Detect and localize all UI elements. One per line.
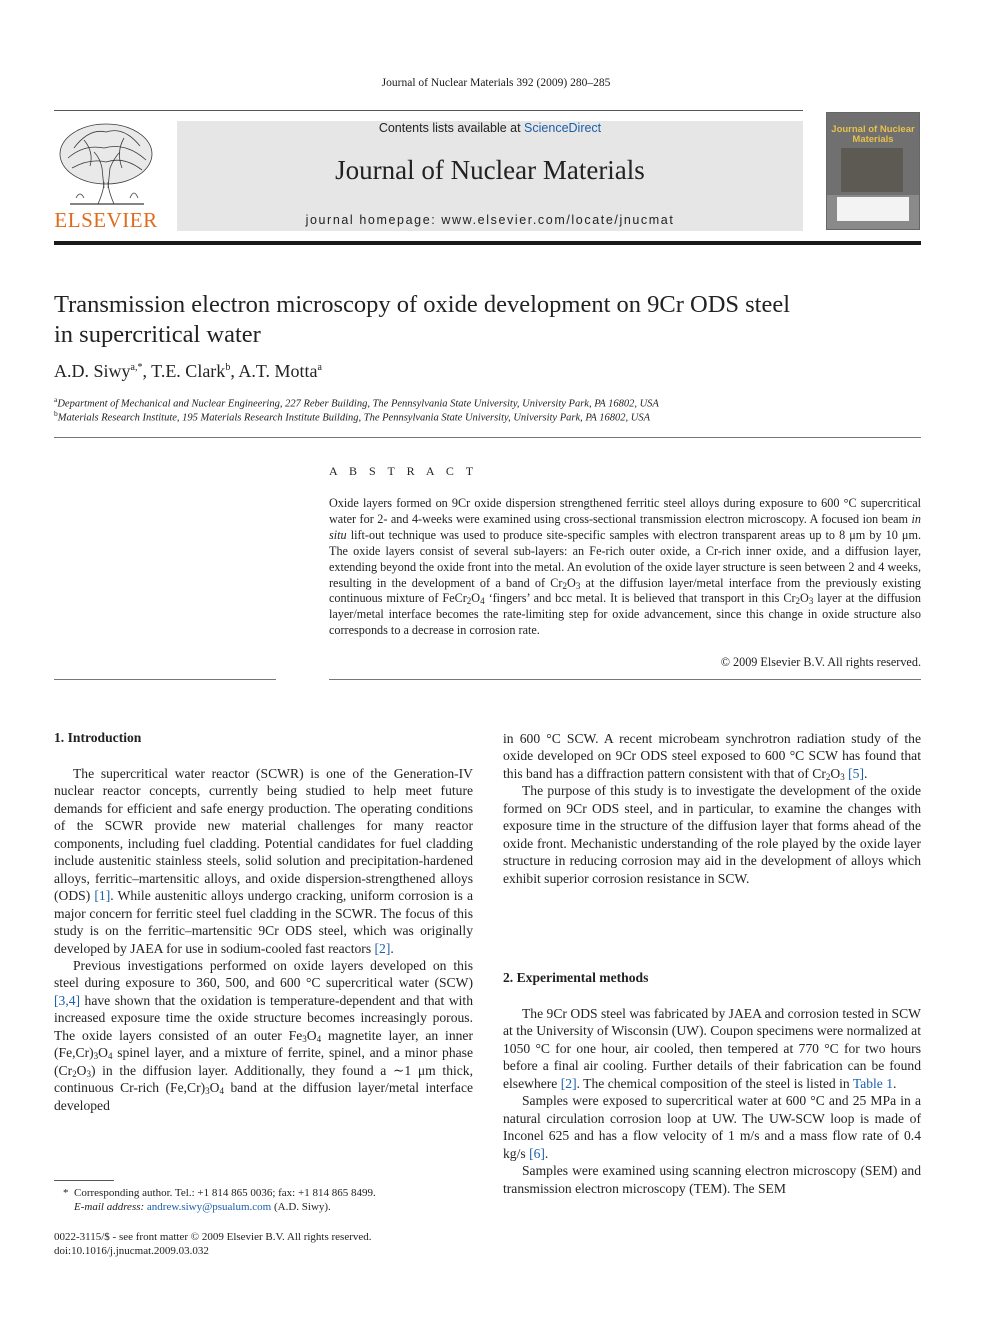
elsevier-wordmark: ELSEVIER: [54, 208, 158, 232]
article-info-rule: [54, 679, 276, 680]
author-name: A.T. Motta: [238, 361, 318, 381]
contents-prefix: Contents lists available at: [378, 121, 525, 135]
contents-line: [177, 121, 803, 135]
citation-link[interactable]: [5]: [848, 765, 864, 781]
journal-citation: Journal of Nuclear Materials 392 (2009) 280–285: [381, 77, 611, 89]
elsevier-tree-icon: [54, 118, 158, 210]
affiliation-rule: [54, 437, 921, 438]
author-list: A.D. Siwy$^{a,*}$, T.E. Clark$^b$, A.T. Motta$^a$: [54, 361, 322, 381]
citation-link[interactable]: [1]: [94, 888, 111, 904]
section-heading-introduction: 1. Introduction: [54, 730, 142, 745]
section-heading-methods: 2. Experimental methods: [503, 970, 649, 985]
methods-body: [503, 1005, 921, 1197]
header-rule: [54, 110, 803, 111]
elsevier-logo: [54, 118, 158, 234]
affiliation-b: $^b$Materials Research Institute, 195 Materials Research Institute Building, The Pennsylvania State University, University Park, PA 16802, USA: [54, 409, 651, 424]
doi-line[interactable]: doi:10.1016/j.jnucmat.2009.03.032: [54, 1245, 209, 1257]
affiliation-a: $^a$Department of Mechanical and Nuclear Engineering, 227 Reber Building, The Pennsylvania State University, University Park, PA 16802, USA: [54, 395, 659, 410]
citation-link[interactable]: [3,4]: [54, 992, 81, 1008]
journal-homepage: [177, 213, 803, 227]
abstract-bottom-rule: [329, 679, 921, 680]
homepage-url[interactable]: www.elsevier.com/locate/jnucmat: [441, 213, 675, 227]
footnote-rule: [54, 1180, 114, 1181]
paragraph: The 9Cr ODS steel was fabricated by JAEA and corrosion tested in SCW at the University of Wisconsin (UW). Coupon specimens were normalized at 1050 °C for one hour, air cooled, then tempered at 770 °C for two hours before a final air cooling. Further details of their fabrication can be found elsewhere [2]. The chemical composition of the steel is listed in Table 1.: [503, 1006, 921, 1091]
author-affil-mark: a,*: [130, 362, 143, 373]
journal-name: Journal of Nuclear Materials: [335, 155, 645, 185]
cover-title: Journal of Nuclear Materials: [831, 124, 915, 145]
cover-image: [841, 148, 903, 192]
journal-cover-thumbnail: [826, 112, 920, 230]
author-name: A.D. Siwy: [54, 361, 131, 381]
paper-title: Transmission electron microscopy of oxide development on 9Cr ODS steel in supercritical water: [54, 291, 791, 348]
paragraph: in 600 °C SCW. A recent microbeam synchrotron radiation study of the oxide developed on 9Cr ODS steel exposed to 600 °C SCW has found that this band has a diffraction pattern consistent with that of $Cr_2O_3$ [5].: [503, 731, 921, 782]
paragraph: Previous investigations performed on oxide layers developed on this steel during exposure to 360, 500, and 600 °C supercritical water (SCW) [3,4] have shown that the oxidation is temperature-dependent and that with increased exposure time the oxide structure becomes increasingly porous. The oxide layers consisted of an outer $Fe_3O_4$ magnetite layer, an inner $(Fe,Cr)_3O_4$ spinel layer, and a mixture of ferrite, spinel, and a minor phase $(Cr_2O_3)$ in the diffusion layer. Additionally, they found a ∼1 μm thick, continuous Cr-rich $(Fe,Cr)_3O_4$ band at the diffusion layer/metal interface developed: [54, 957, 474, 1113]
homepage-prefix: journal homepage:: [305, 213, 442, 227]
abstract-text: Oxide layers formed on 9Cr oxide dispersion strengthened ferritic steel alloys during exposure to 600 °C supercritical water for 2- and 4-weeks were examined using cross-sectional transmission electron microscopy. A focused ion beam in situ lift-out technique was used to produce site-specific samples with electron transparent areas up to 8 μm by 10 μm. The oxide layers consist of several sub-layers: an Fe-rich outer oxide, a Cr-rich inner oxide, and a diffusion layer, extending beyond the oxide front into the metal. An evolution of the oxide layer structure is seen between 2 and 4 weeks, resulting in the development of a band of $Cr_2O_3$ at the diffusion layer/metal interface from the previously existing continuous mixture of $FeCr_2O_4$ ‘fingers’ and bcc metal. It is believed that transport in this $Cr_2O_3$ layer at the diffusion layer/metal interface becomes the rate-limiting step for oxide advancement, since this change in oxide structure also corresponds to a decrease in corrosion rate.: [329, 496, 922, 638]
paragraph: The purpose of this study is to investigate the development of the oxide formed on 9Cr ODS steel, and in particular, to examine the changes with exposure time in the structure of the diffusion layer that forms ahead of the oxide front. Mechanistic understanding of the role played by the oxide layer structure in reducing corrosion may aid in the development of alloys which exhibit superior corrosion resistance in SCW.: [503, 783, 921, 886]
email-link[interactable]: andrew.siwy@psualum.com: [146, 1201, 272, 1213]
sciencedirect-link[interactable]: ScienceDirect: [524, 121, 602, 135]
table-link[interactable]: Table 1: [852, 1075, 894, 1091]
author-affil-mark: b: [225, 362, 231, 373]
citation-link[interactable]: [2]: [560, 1075, 577, 1091]
header-thick-rule: [54, 241, 921, 245]
abstract-heading: A B S T R A C T: [329, 464, 478, 478]
issn-line: 0022-3115/$ - see front matter © 2009 Elsevier B.V. All rights reserved.: [54, 1231, 372, 1243]
abstract-copyright: © 2009 Elsevier B.V. All rights reserved.: [720, 655, 921, 669]
citation-link[interactable]: [2]: [374, 940, 391, 956]
author-affil-mark: a: [317, 362, 322, 373]
paragraph: The supercritical water reactor (SCWR) is one of the Generation-IV nuclear reactor concepts, currently being studied to help meet future demands for efficient and safe energy production. The operating conditions of the SCWR provide new material challenges for many reactor components, including fuel cladding. Potential candidates for fuel cladding include austenitic stainless steels, solid solution and precipitation-hardened alloys, ferritic–martensitic alloys, and oxide dispersion-strengthened alloys (ODS) [1]. While austenitic alloys undergo cracking, uniform corrosion is a major concern for ferritic steel fuel cladding in the SCWR. The focus of this study is on the ferritic–martensitic 9Cr ODS steel, which was originally developed by JAEA for use in sodium-cooled fast reactors [2].: [54, 766, 473, 956]
author-name: T.E. Clark: [151, 361, 226, 381]
footnote-corresponding: * Corresponding author. Tel.: +1 814 865 0036; fax: +1 814 865 8499.: [63, 1187, 376, 1199]
citation-link[interactable]: [6]: [529, 1145, 545, 1161]
paragraph: Samples were examined using scanning electron microscopy (SEM) and transmission electron microscopy (TEM). The SEM: [503, 1163, 921, 1196]
introduction-body: [54, 765, 473, 1114]
paragraph: Samples were exposed to supercritical water at 600 °C and 25 MPa in a natural circulation corrosion loop at UW. The UW-SCW loop is made of Inconel 625 and has a flow velocity of 1 m/s and a mass flow rate of 0.4 kg/s [6].: [503, 1093, 921, 1161]
footnote-email: E-mail address: andrew.siwy@psualum.com (A.D. Siwy).: [74, 1201, 331, 1213]
introduction-body-continued: [503, 730, 921, 887]
